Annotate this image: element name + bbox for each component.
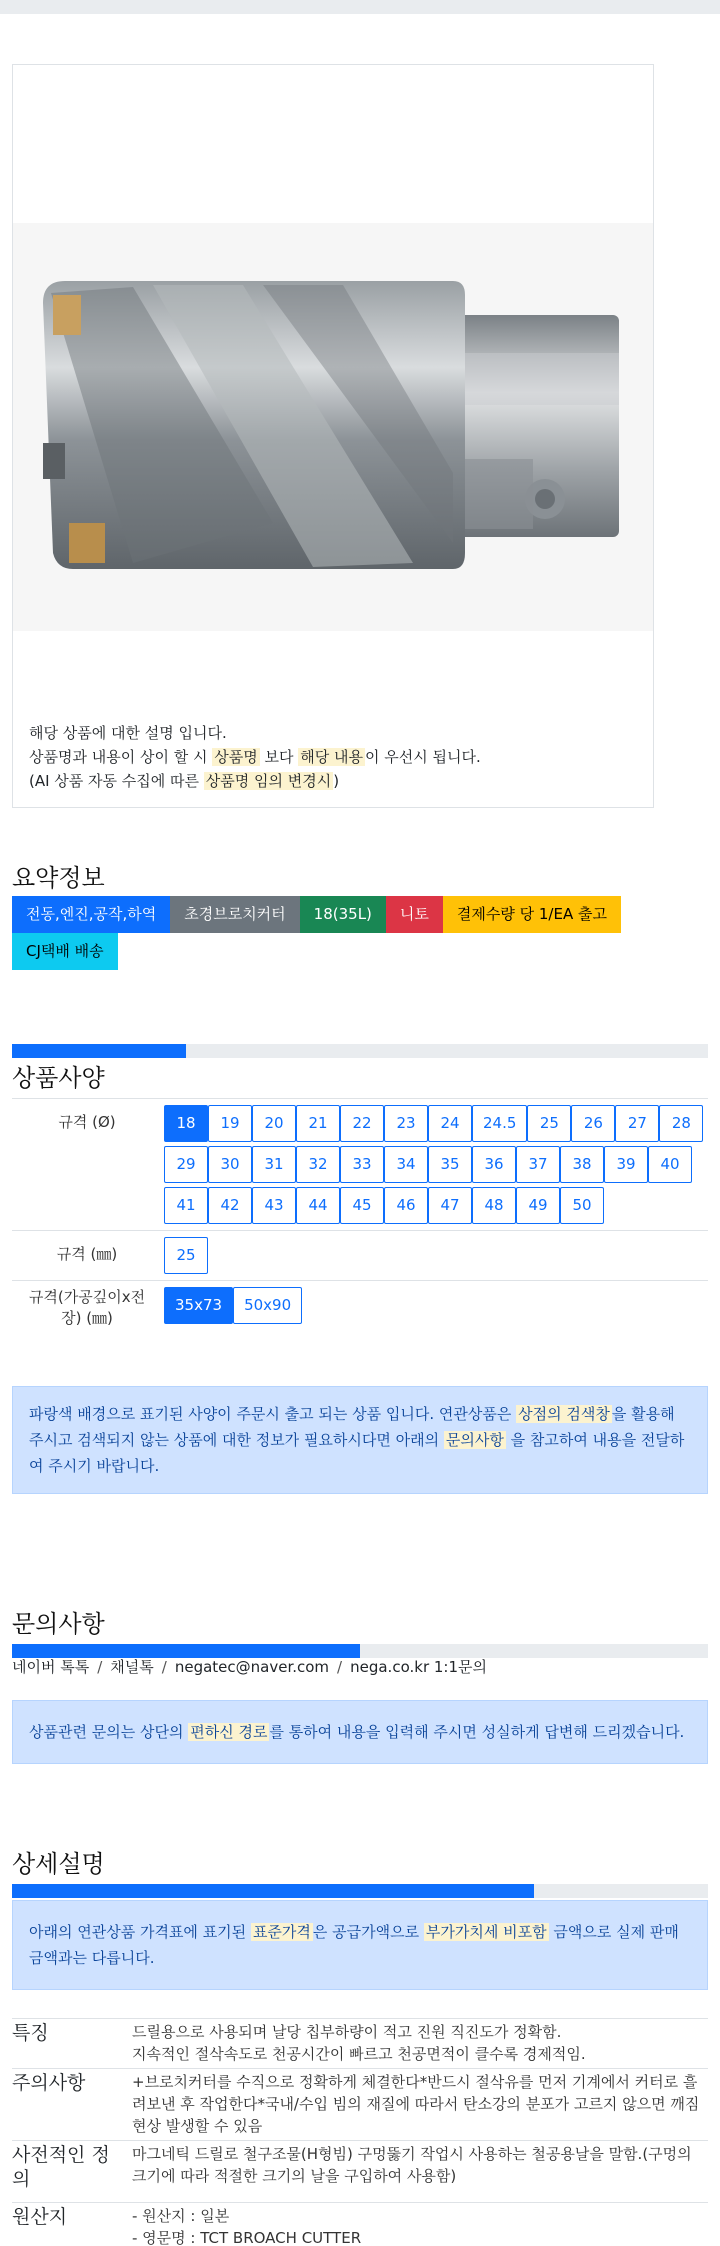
spec-option[interactable]: 41	[164, 1187, 208, 1224]
notice-text: 을 참고하여 내용을 전달하여 주시기 바랍니다.	[29, 1431, 685, 1475]
summary-title: 요약정보	[12, 864, 105, 892]
feature-key: 사전적인 정의	[12, 2144, 110, 2190]
spec-option[interactable]: 23	[384, 1105, 428, 1142]
feature-line: - 원산지 : 일본	[132, 2207, 230, 2225]
spec-label: 규격 (㎜)	[12, 1231, 162, 1281]
spec-option[interactable]: 42	[208, 1187, 252, 1224]
feature-value	[132, 2203, 708, 2246]
badge-category: 전동,엔진,공작,하역	[12, 896, 170, 933]
notice-text: 를 통하여 내용을 입력해 주시면 성실하게 답변해 드리겠습니다.	[269, 1723, 685, 1741]
spec-row-diameter	[12, 1099, 708, 1231]
spec-option[interactable]: 36	[472, 1146, 516, 1183]
feature-line: 마그네틱 드릴로 철구조물(H형빔) 구멍뚫기 작업시 사용하는 철공용날을 말함.(구멍의 크기에 따라 적절한 크기의 날을 구입하여 사용함)	[132, 2145, 692, 2185]
spec-option[interactable]: 46	[384, 1187, 428, 1224]
desc-line-3	[29, 769, 481, 793]
spec-option[interactable]: 20	[252, 1105, 296, 1142]
spec-row-depth-length	[12, 1281, 708, 1336]
badge-shipping-qty: 결제수량 당 1/EA 출고	[443, 896, 621, 933]
badge-delivery: CJ택배 배송	[12, 933, 118, 970]
notice-text: 파랑색 배경으로 표기된 사양이 주문시 출고 되는 상품 입니다. 연관상품은	[29, 1405, 517, 1423]
feature-row-caution	[12, 2068, 708, 2140]
spec-option[interactable]: 37	[516, 1146, 560, 1183]
detail-progress	[12, 1884, 708, 1898]
image-description	[29, 721, 481, 793]
desc-text: (AI 상품 자동 수집에 따른	[29, 772, 204, 790]
spec-option[interactable]: 32	[296, 1146, 340, 1183]
feature-row-origin	[12, 2202, 708, 2246]
spec-option[interactable]: 45	[340, 1187, 384, 1224]
desc-line-2	[29, 745, 481, 769]
notice-text: 은 공급가액으로	[312, 1923, 424, 1941]
spec-option[interactable]: 31	[252, 1146, 296, 1183]
highlight-channel: 편하신 경로	[190, 1723, 268, 1741]
specs-title: 상품사양	[12, 1064, 105, 1092]
desc-text: 상품명과 내용이 상이 할 시	[29, 748, 213, 766]
feature-key: 주의사항	[12, 2072, 86, 2094]
inquiry-title: 문의사항	[12, 1610, 105, 1638]
spec-option[interactable]: 27	[615, 1105, 659, 1142]
summary-badges	[12, 896, 712, 970]
desc-text: 이 우선시 됩니다.	[364, 748, 481, 766]
feature-value	[132, 2019, 708, 2065]
spec-option[interactable]: 50	[560, 1187, 604, 1224]
spec-option[interactable]: 28	[659, 1105, 703, 1142]
badge-size: 18(35L)	[300, 896, 386, 933]
specs-progress-bar	[12, 1044, 186, 1058]
spec-option[interactable]: 29	[164, 1146, 208, 1183]
spec-option[interactable]: 25	[164, 1237, 208, 1274]
spec-option[interactable]: 44	[296, 1187, 340, 1224]
highlight-inquiry: 문의사항	[445, 1431, 504, 1449]
spec-row-shank	[12, 1231, 708, 1281]
spec-option[interactable]: 43	[252, 1187, 296, 1224]
spec-option[interactable]: 48	[472, 1187, 516, 1224]
notice-text: 아래의 연관상품 가격표에 표기된	[29, 1923, 251, 1941]
contact-list	[12, 1656, 487, 1677]
highlight-standard-price: 표준가격	[252, 1923, 311, 1941]
specs-progress	[12, 1044, 708, 1058]
detail-progress-bar	[12, 1884, 534, 1898]
spec-option[interactable]: 40	[648, 1146, 692, 1183]
spec-option[interactable]: 35	[428, 1146, 472, 1183]
highlight-product-name: 상품명	[214, 748, 258, 766]
contact-naver-talk[interactable]: 네이버 톡톡	[12, 1658, 90, 1676]
feature-value	[132, 2069, 708, 2137]
feature-key: 원산지	[12, 2206, 68, 2228]
spec-option[interactable]: 50x90	[233, 1287, 302, 1324]
spec-option[interactable]: 26	[571, 1105, 615, 1142]
spec-option[interactable]: 19	[208, 1105, 252, 1142]
separator: /	[337, 1658, 343, 1676]
contact-website[interactable]: nega.co.kr 1:1문의	[350, 1658, 487, 1676]
highlight-search: 상점의 검색창	[518, 1405, 610, 1423]
spec-option[interactable]: 25	[527, 1105, 571, 1142]
spec-option[interactable]: 21	[296, 1105, 340, 1142]
spec-option[interactable]: 22	[340, 1105, 384, 1142]
feature-row-characteristics	[12, 2018, 708, 2068]
top-bar	[0, 0, 720, 14]
spec-label: 규격 (Ø)	[12, 1099, 162, 1231]
spec-options	[162, 1099, 708, 1231]
price-notice	[12, 1900, 708, 1990]
highlight-vat-excluded: 부가가치세 비포함	[425, 1923, 547, 1941]
spec-option[interactable]: 35x73	[164, 1287, 233, 1324]
spec-option[interactable]: 39	[604, 1146, 648, 1183]
feature-line: - 영문명 : TCT BROACH CUTTER	[132, 2229, 362, 2246]
feature-line: +브로치커터를 수직으로 정확하게 체결한다*반드시 절삭유를 먼저 기계에서 커터로 흘려보낸 후 작업한다*국내/수입 빔의 재질에 따라서 탄소강의 분포가 고르지 않으면 깨짐현상 발생할 수 있음	[132, 2073, 700, 2135]
spec-options	[162, 1231, 708, 1281]
feature-line: 드릴용으로 사용되며 날당 칩부하량이 적고 진원 직진도가 정확함.	[132, 2023, 562, 2041]
feature-line: 지속적인 절삭속도로 천공시간이 빠르고 천공면적이 클수록 경제적임.	[132, 2045, 586, 2063]
spec-options	[162, 1281, 708, 1336]
spec-table	[12, 1098, 708, 1335]
inquiry-notice	[12, 1700, 708, 1764]
product-image-card	[12, 64, 654, 808]
desc-line-1: 해당 상품에 대한 설명 입니다.	[29, 724, 227, 742]
spec-option[interactable]: 24	[428, 1105, 472, 1142]
badge-product-type: 초경브로치커터	[170, 896, 299, 933]
spec-option[interactable]: 18	[164, 1105, 208, 1142]
spec-label: 규격(가공깊이x전장) (㎜)	[12, 1281, 162, 1336]
feature-row-definition	[12, 2140, 708, 2202]
feature-value	[132, 2141, 708, 2187]
desc-text: 보다	[259, 748, 299, 766]
spec-option[interactable]: 34	[384, 1146, 428, 1183]
spec-option[interactable]: 24.5	[472, 1105, 527, 1142]
spec-notice	[12, 1386, 708, 1494]
highlight-name-change: 상품명 임의 변경시	[205, 772, 332, 790]
broach-cutter-image	[13, 223, 653, 631]
product-photo	[13, 223, 653, 631]
notice-text: 금액으로 실제 판매금액과는 다릅니다.	[29, 1923, 679, 1967]
feature-key: 특징	[12, 2022, 49, 2044]
separator: /	[97, 1658, 103, 1676]
spec-option[interactable]: 47	[428, 1187, 472, 1224]
separator: /	[161, 1658, 167, 1676]
spec-option[interactable]: 49	[516, 1187, 560, 1224]
contact-channel-talk[interactable]: 채널톡	[110, 1658, 154, 1676]
highlight-content: 해당 내용	[300, 748, 363, 766]
spec-option[interactable]: 33	[340, 1146, 384, 1183]
detail-title: 상세설명	[12, 1850, 105, 1878]
notice-text: 을 활용해 주시고 검색되지 않는 상품에 대한 정보가 필요하시다면 아래의	[29, 1405, 675, 1449]
desc-text: )	[333, 772, 340, 790]
spec-option[interactable]: 38	[560, 1146, 604, 1183]
contact-email[interactable]: negatec@naver.com	[174, 1658, 330, 1676]
badge-brand: 니토	[386, 896, 443, 933]
notice-text: 상품관련 문의는 상단의	[29, 1723, 189, 1741]
spec-option[interactable]: 30	[208, 1146, 252, 1183]
